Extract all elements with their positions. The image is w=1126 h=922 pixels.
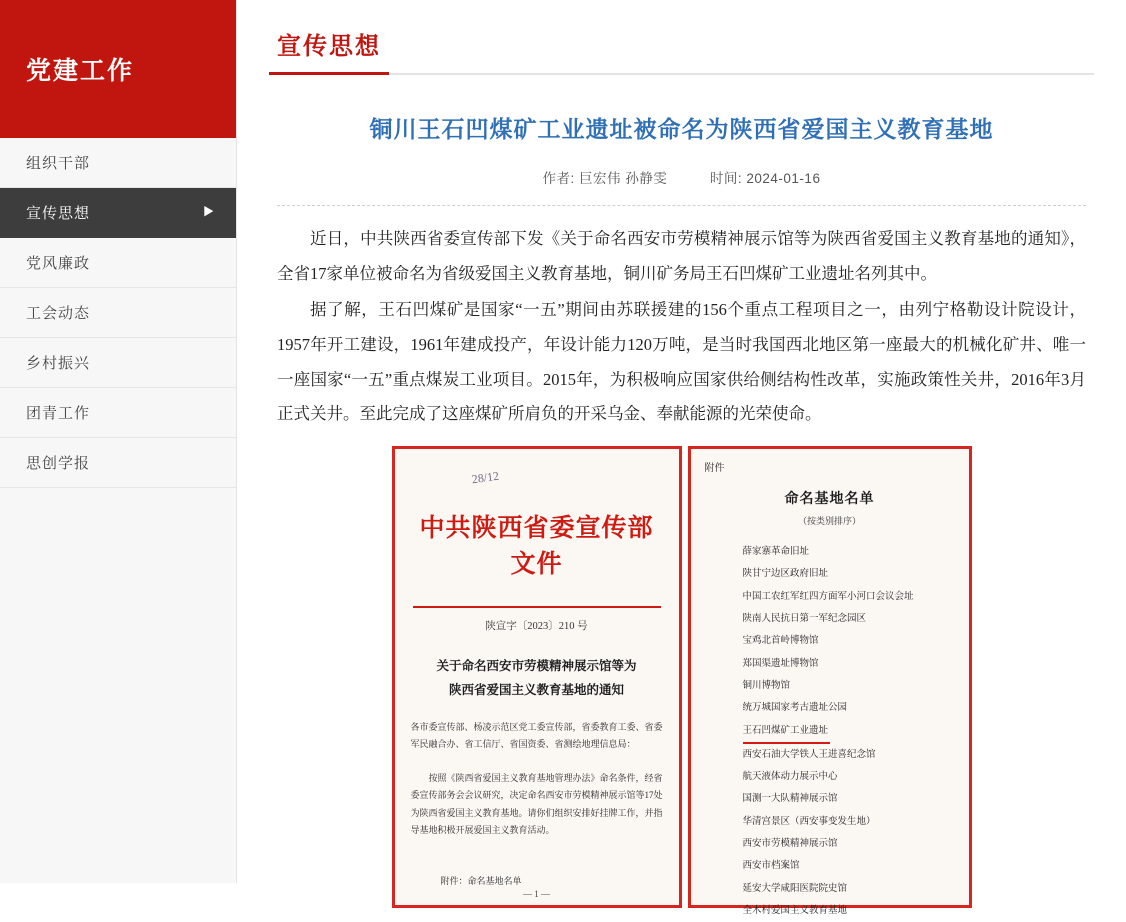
page-title: 宣传思想 bbox=[269, 26, 389, 73]
article bbox=[269, 113, 1094, 917]
document-paragraph-1: 各市委宣传部、杨凌示范区党工委宣传部，省委教育工委、省委军民融合办、省工信厅、省国资委、省测绘地理信息局： bbox=[410, 721, 663, 750]
sidebar-title: 党建工作 bbox=[26, 57, 135, 85]
list-item: 延安大学咸阳医院院史馆 bbox=[742, 883, 848, 894]
list-item: 宝鸡北首岭博物馆 bbox=[742, 636, 819, 647]
main-content bbox=[237, 0, 1126, 917]
list-item: 华清宫景区（西安事变发生地） bbox=[742, 816, 876, 827]
sidebar-item-label: 乡村振兴 bbox=[26, 355, 91, 372]
list-item: 西安石油大学铁人王进喜纪念馆 bbox=[742, 749, 876, 760]
attachment-label: 附件 bbox=[704, 463, 725, 475]
sidebar-item-label: 宣传思想 bbox=[26, 205, 91, 222]
document-subtitle-line2: 陕西省爱国主义教育基地的通知 bbox=[448, 682, 624, 697]
article-meta bbox=[277, 167, 1086, 187]
sidebar-item-union[interactable] bbox=[0, 288, 236, 338]
author-value: 巨宏伟 孙静雯 bbox=[579, 171, 668, 187]
sidebar-item-youth[interactable] bbox=[0, 388, 236, 438]
article-title: 铜川王石凹煤矿工业遗址被命名为陕西省爱国主义教育基地 bbox=[369, 116, 994, 142]
meta-divider bbox=[277, 205, 1086, 206]
section-header bbox=[269, 0, 1094, 75]
sidebar-item-rural[interactable] bbox=[0, 338, 236, 388]
document-code: 陕宣字〔2023〕210 号 bbox=[485, 621, 588, 633]
list-item: 郑国渠遗址博物馆 bbox=[742, 658, 819, 669]
document-subtitle-line1: 关于命名西安市劳模精神展示馆等为 bbox=[436, 659, 637, 674]
document-scan-page-right bbox=[688, 446, 972, 917]
article-body bbox=[277, 222, 1086, 432]
list-item: 陕南人民抗日第一军纪念园区 bbox=[742, 613, 867, 624]
handwriting-annotation: 28/12 bbox=[470, 468, 500, 487]
sidebar-item-label: 组织干部 bbox=[26, 155, 91, 172]
document-scan-page-left bbox=[392, 446, 682, 908]
article-paragraph: 据了解，王石凹煤矿是国家“一五”期间由苏联援建的156个重点工程项目之一，由列宁格勒设计院设计，1957年开工建设，1961年建成投产，年设计能力120万吨，是当时我国西北地区第一座最大的机械化矿井、唯一一座国家“一五”重点煤炭工业项目。2015年，为积极响应国家供给侧结构性改革，实施政策性关井，2016年3月正式关井。至此完成了这座煤矿所肩负的开采乌金、奉献能源的光荣使命。 bbox=[277, 300, 1086, 424]
name-list-subtitle: （按类别排序） bbox=[797, 516, 861, 527]
sidebar-item-journal[interactable] bbox=[0, 438, 236, 488]
document-page-number: — 1 — bbox=[523, 889, 550, 900]
list-item: 薛家寨革命旧址 bbox=[742, 547, 810, 558]
document-attachment-note: 附件：命名基地名单 bbox=[440, 875, 522, 886]
document-paragraph-2: 按照《陕西省爱国主义教育基地管理办法》命名条件，经省委宣传部务会会议研究，决定命名西安市劳模精神展示馆等17处为陕西省爱国主义教育基地。请你们组织安排好挂牌工作，并指导基地积极开展爱国主义教育活动。 bbox=[410, 772, 663, 836]
sidebar-header bbox=[0, 0, 236, 138]
list-item: 国测一大队精神展示馆 bbox=[742, 794, 838, 805]
chevron-right-icon: ▶ bbox=[203, 206, 214, 218]
author-label: 作者: bbox=[542, 171, 575, 187]
sidebar-item-label: 团青工作 bbox=[26, 405, 91, 422]
list-item: 全木村爱国主义教育基地 bbox=[742, 906, 848, 917]
document-title: 中共陕西省委宣传部文件 bbox=[419, 515, 654, 579]
sidebar-item-discipline[interactable] bbox=[0, 238, 236, 288]
document-scan-figure bbox=[392, 446, 972, 917]
name-list-title: 命名基地名单 bbox=[784, 492, 875, 508]
list-item: 西安市档案馆 bbox=[742, 861, 800, 872]
name-list bbox=[705, 541, 955, 922]
list-item: 航天液体动力展示中心 bbox=[742, 772, 838, 783]
list-item: 铜川博物馆 bbox=[742, 680, 791, 691]
article-paragraph: 近日，中共陕西省委宣传部下发《关于命名西安市劳模精神展示馆等为陕西省爱国主义教育基地的通知》，全省17家单位被命名为省级爱国主义教育基地，铜川矿务局王石凹煤矿工业遗址名列其中。 bbox=[277, 229, 1086, 283]
document-red-rule bbox=[413, 606, 661, 608]
sidebar-item-label: 党风廉政 bbox=[26, 255, 91, 272]
list-item: 西安市劳模精神展示馆 bbox=[742, 839, 838, 850]
list-item-highlighted: 王石凹煤矿工业遗址 bbox=[743, 720, 831, 744]
list-item: 统万城国家考古遗址公园 bbox=[742, 703, 848, 714]
list-item: 中国工农红军红四方面军小河口会议会址 bbox=[742, 591, 914, 602]
list-item: 陕甘宁边区政府旧址 bbox=[742, 569, 829, 580]
sidebar-item-label: 工会动态 bbox=[26, 305, 91, 322]
date-value: 2024-01-16 bbox=[746, 171, 821, 187]
sidebar-item-label: 思创学报 bbox=[26, 455, 91, 472]
sidebar-item-organization[interactable] bbox=[0, 138, 236, 188]
date-label: 时间: bbox=[709, 171, 743, 187]
sidebar bbox=[0, 0, 237, 883]
sidebar-item-propaganda[interactable] bbox=[0, 188, 236, 238]
